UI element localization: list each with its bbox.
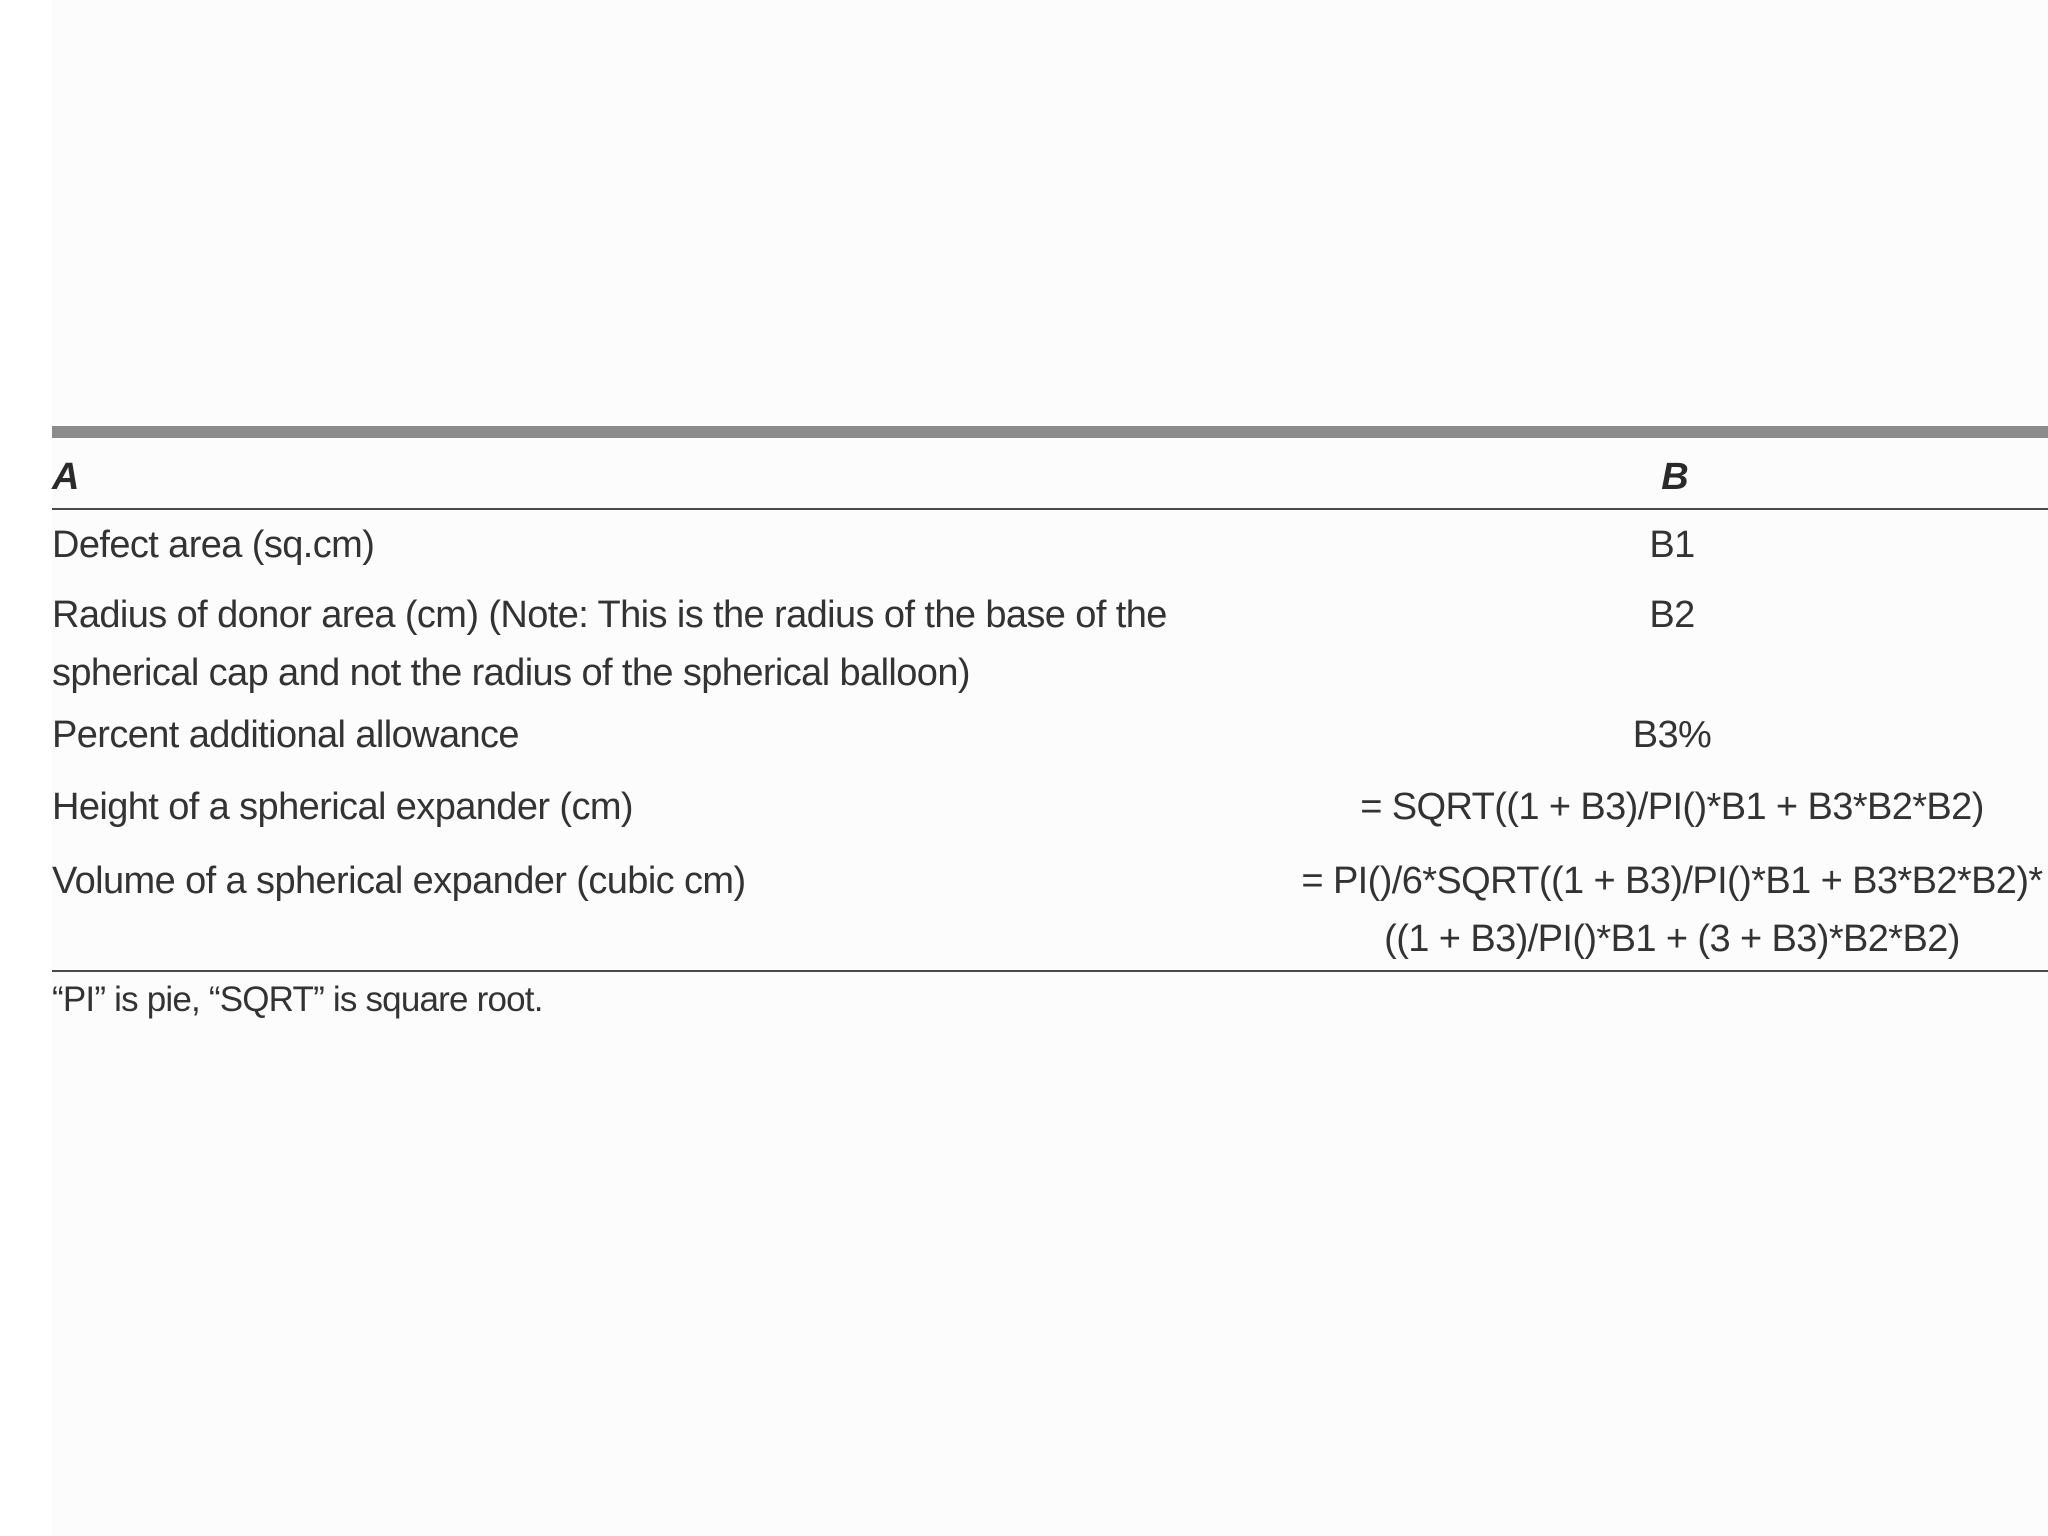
- table-footnote-row: [52, 972, 2048, 1032]
- table-row-defect-area: [52, 510, 2048, 586]
- row-label: Defect area (sq.cm): [52, 524, 375, 566]
- table-row-percent-allowance: [52, 706, 2048, 778]
- row-value: B3%: [1632, 714, 1712, 756]
- row-value: = SQRT((1 + B3)/PI()*B1 + B3*B2*B2): [1360, 786, 1984, 828]
- row-value: B1: [1649, 524, 1695, 566]
- row-label: Volume of a spherical expander (cubic cm): [52, 860, 746, 902]
- column-b-header: B: [1661, 456, 1689, 498]
- row-label: Height of a spherical expander (cm): [52, 786, 633, 828]
- row-label: Radius of donor area (cm) (Note: This is the radius of the base of the spherical cap and not the radius of the spherical balloon): [52, 594, 1167, 694]
- table-footnote: “PI” is pie, “SQRT” is square root.: [52, 980, 543, 1019]
- row-value: B2: [1649, 594, 1695, 636]
- table-row-expander-volume: [52, 852, 2048, 972]
- row-label: Percent additional allowance: [52, 714, 519, 756]
- row-value: = PI()/6*SQRT((1 + B3)/PI()*B1 + B3*B2*B2)* ((1 + B3)/PI()*B1 + (3 + B3)*B2*B2): [1301, 860, 2043, 960]
- left-margin: [0, 0, 52, 1536]
- formula-table: [52, 426, 2048, 1032]
- column-a-header: A: [52, 456, 80, 498]
- table-row-expander-height: [52, 778, 2048, 852]
- table-top-rule: [52, 426, 2048, 438]
- table-header-row: [52, 438, 2048, 510]
- table-row-donor-radius: [52, 586, 2048, 706]
